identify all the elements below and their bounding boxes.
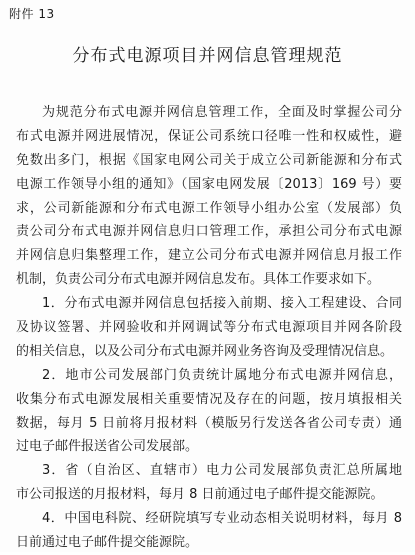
document-title: 分布式电源项目并网信息管理规范 [72, 46, 343, 66]
paragraph-line: 求，公司新能源和分布式电源工作领导小组办公室（发展部）负 [16, 200, 402, 216]
list-item-line: 日前通过电子邮件提交能源院。 [16, 535, 199, 551]
list-item-line: 1．分布式电源并网信息包括接入前期、接入工程建设、合同 [42, 296, 402, 312]
list-item-line: 过电子邮件报送省公司发展部。 [16, 439, 199, 455]
paragraph-line: 责公司分布式电源并网信息归口管理工作，承担公司分布式电源 [16, 224, 402, 240]
list-item-line: 3．省（自治区、直辖市）电力公司发展部负责汇总所属地 [42, 463, 402, 479]
paragraph-line: 布式电源并网进展情况，保证公司系统口径唯一性和权威性，避 [16, 128, 402, 144]
paragraph-line: 机制，负责公司分布式电源并网信息发布。具体工作要求如下。 [16, 272, 381, 288]
list-item-line: 2．地市公司发展部门负责统计属地分布式电源并网信息， [42, 367, 402, 383]
paragraph-line: 电源工作领导小组的通知》（国家电网发展〔2013〕169 号）要 [16, 176, 402, 192]
document-body [16, 101, 402, 555]
paragraph-line: 为规范分布式电源并网信息管理工作，全面及时掌握公司分 [42, 105, 402, 120]
attachment-label: 附件 13 [9, 7, 55, 21]
paragraph-line: 并网信息归集整理工作，建立公司分布式电源并网信息月报工作 [16, 248, 402, 264]
list-item-line: 收集分布式电源发展相关重要情况及存在的问题，按月填报相关 [16, 391, 402, 407]
list-item-line: 数据，每月 5 日前将月报材料（模版另行发送各省公司专责）通 [16, 415, 402, 431]
list-item-line: 及协议签署、并网验收和并网调试等分布式电源项目并网各阶段 [16, 320, 402, 336]
list-item-line: 市公司报送的月报材料，每月 8 日前通过电子邮件提交能源院。 [16, 487, 384, 503]
paragraph-line: 免数出多门，根据《国家电网公司关于成立公司新能源和分布式 [16, 152, 402, 168]
list-item-line: 4．中国电科院、经研院填写专业动态相关说明材料，每月 8 [42, 511, 402, 527]
list-item-line: 的相关信息，以及公司分布式电源并网业务咨询及受理情况信息。 [16, 343, 394, 359]
